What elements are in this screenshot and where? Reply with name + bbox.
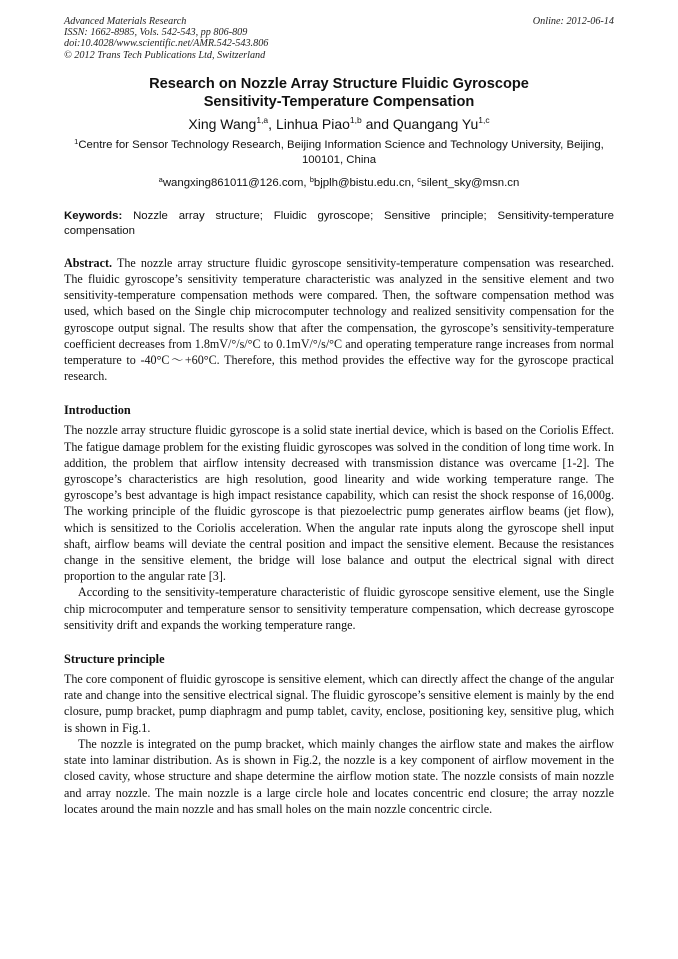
- online-date: Online: 2012-06-14: [532, 16, 614, 27]
- copyright-line: © 2012 Trans Tech Publications Ltd, Switzerland: [64, 49, 266, 61]
- abstract-label: Abstract.: [64, 255, 113, 270]
- email-link[interactable]: silent_sky@msn.cn: [421, 176, 520, 189]
- abstract-text: The nozzle array structure fluidic gyroscope sensitivity-temperature compensation was researched. The fluidic gyroscope’s sensitivity temperature characteristic was analyzed in the sensitive element and two sensitivity-temperature compensation methods were compared. Then, the software compensation method was used, which based on the Single chip microcomputer technology and realized sensitivity compensation for the gyroscope output signal. The results show that after the compensation, the gyroscope’s sensitivity-temperature coefficient decreases from 1.8mV/°/s/°C to 0.1mV/°/s/°C and operating temperature range increases from normal temperature to -40°C～+60°C. Therefore, this method provides the effective way for the gyroscope practical research.: [64, 255, 614, 384]
- journal-info: [64, 16, 614, 61]
- doi-link[interactable]: doi:10.4028/www.scientific.net/AMR.542-543.806: [64, 38, 269, 50]
- abstract: [64, 255, 614, 385]
- author-separator: ,: [268, 115, 276, 132]
- author-name: Linhua Piao: [275, 115, 350, 132]
- author-affiliation-mark: 1,c: [478, 114, 490, 125]
- keywords: [64, 209, 614, 239]
- keywords-label: Keywords:: [64, 209, 123, 222]
- author-separator: and: [361, 115, 393, 132]
- body-paragraph: According to the sensitivity-temperature characteristic of fluidic gyroscope sensitive element, use the Single chip microcomputer and temperature sensor to sensitivity temperature compensation, which decrease gyroscope sensitivity drift and expands the working temperature range.: [64, 585, 614, 632]
- section-heading-introduction: Introduction: [64, 403, 131, 418]
- author-emails: [64, 176, 614, 191]
- email-mark: c: [417, 174, 422, 184]
- paper-title: [64, 75, 614, 111]
- title-line-1: Research on Nozzle Array Structure Fluidic Gyroscope: [149, 75, 529, 92]
- body-paragraph: The nozzle is integrated on the pump bracket, which mainly changes the airflow state and makes the airflow state into laminar distribution. As is shown in Fig.2, the nozzle is a key component of airflow movement in the closed cavity, whose structure and shape determine the airflow motion state. The nozzle consists of main nozzle and array nozzle. The main nozzle is a large circle hole and locates concentric end closure; the array nozzle locates around the main nozzle and has small holes on the main nozzle concentric circle.: [64, 736, 614, 816]
- body-paragraph: The core component of fluidic gyroscope is sensitive element, which can directly affect the change of the angular rate and change into the sensitive electrical signal. The fluidic gyroscope’s sensitive element is mainly by the end closure, pump bracket, pump diaphragm and pump tablet, cavity, enclose, positioning key, sensitive plug, which is shown in Fig.1.: [64, 672, 614, 735]
- affiliation-mark: 1: [74, 136, 79, 146]
- body-paragraph: The nozzle array structure fluidic gyroscope is a solid state inertial device, which is based on the Coriolis Effect. The fatigue damage problem for the existing fluidic gyroscopes was solved in the condition of long time work. In addition, the problem that airflow intensity decreased with transmission distance was overcame [1-2]. The gyroscope’s characteristics are high resolution, good linearity and wide working temperature range. The gyroscope’s best advantage is high impact resistance capability, which can resist the shock response of 16,000g. The working principle of the fluidic gyroscope is that piezoelectric pump generates airflow beams (jet flow), which is sensitized to the Coriolis acceleration. When the angular rate inputs along the gyroscope shell input shaft, airflow beams will deviate the central position and impact the sensitive element. Because the resistances change in the sensitive element, the bridge will lose balance and output the electrical signal with direct proportion to the angular rate [3].: [64, 423, 614, 584]
- email-link[interactable]: wangxing861011@126.com: [162, 176, 304, 189]
- email-separator: ,: [303, 176, 310, 189]
- journal-header: [64, 16, 614, 61]
- keywords-text: Nozzle array structure; Fluidic gyroscope; Sensitive principle; Sensitivity-temperature compensation: [64, 209, 614, 237]
- issn-line: ISSN: 1662-8985, Vols. 542-543, pp 806-809: [64, 27, 248, 39]
- email-mark: b: [309, 174, 314, 184]
- author-affiliation-mark: 1,b: [349, 114, 362, 125]
- title-line-2: Sensitivity-Temperature Compensation: [203, 93, 475, 110]
- abstract-paragraph: [64, 255, 614, 385]
- author-name: Quangang Yu: [392, 115, 479, 132]
- author-name: Xing Wang: [188, 115, 257, 132]
- email-separator: ,: [410, 176, 418, 189]
- journal-name: Advanced Materials Research: [64, 16, 187, 27]
- email-mark: a: [158, 174, 163, 184]
- author-affiliation-mark: 1,a: [256, 114, 269, 125]
- email-link[interactable]: bjplh@bistu.edu.cn: [313, 176, 411, 189]
- affiliation-text: Centre for Sensor Technology Research, Beijing Information Science and Technology University, Beijing, 100101, China: [78, 138, 604, 166]
- affiliation: [64, 138, 614, 168]
- section-heading-structure-principle: Structure principle: [64, 652, 165, 667]
- author-list: [64, 115, 614, 133]
